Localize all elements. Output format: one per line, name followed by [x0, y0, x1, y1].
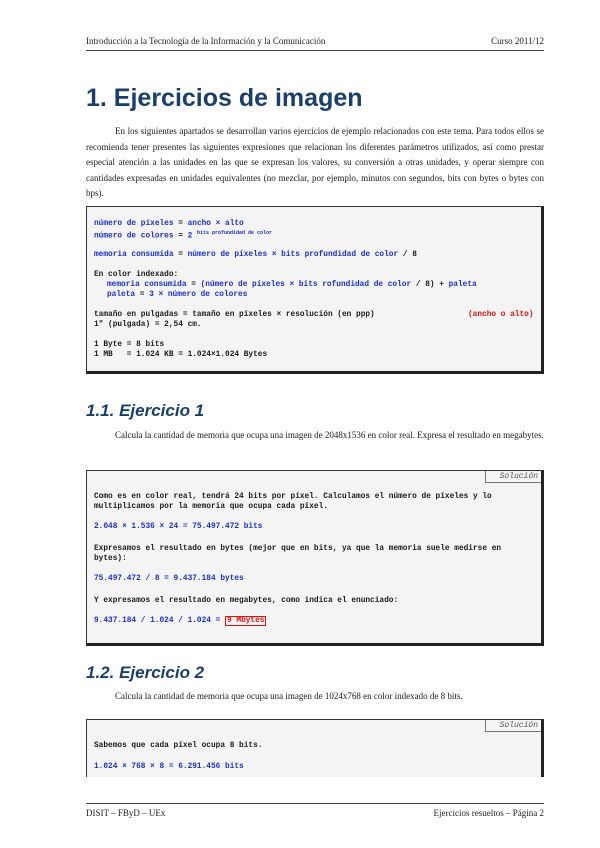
section-title: 1. Ejercicios de imagen [86, 84, 363, 112]
formula-pixels: número de píxeles = ancho × alto [94, 220, 244, 228]
ex1-step-1: Como es en color real, tendrá 24 bits por píxel. Calculamos el número de píxeles y lo [94, 493, 492, 501]
formula-palette: paleta = 3 × número de colores [107, 291, 248, 299]
formula-memory: memoria consumida = número de píxeles × bits profundidad de color / 8 [94, 251, 417, 259]
formula-box [86, 206, 544, 374]
formula-size-note: (ancho o alto) [468, 311, 534, 319]
ex2-calc-1: 1.024 × 768 × 8 = 6.291.456 bits [94, 763, 244, 771]
ex1-step-2b: bytes): [94, 555, 127, 563]
exercise-2-title: 1.2. Ejercicio 2 [86, 663, 205, 682]
ex1-result: 9 Mbytes [227, 617, 265, 625]
ex1-calc-1: 2.048 × 1.536 × 24 = 75.497.472 bits [94, 523, 263, 531]
formula-colors: número de colores = 2 $^{bits profundidad de color}$ [94, 230, 272, 241]
intro-paragraph: En los siguientes apartados se desarrollan varios ejercicios de ejemplo relacionados con este tema. Para todos ellos se recomienda tener presentes las siguientes expresiones que relacionan los diferentes parámetros utilizados, así como prestar especial atención a las unidades en las que se expresan los valores, su conversión a otras unidades, y operar siempre con cantidades expresadas en unidades equivalentes (no mezclar, por ejemplo, minutos con segundos, bits con bytes o bytes con bps). [86, 126, 544, 198]
header-divider [86, 50, 544, 51]
ex1-step-2: Expresamos el resultado en bytes (mejor que en bits, ya que la memoria suele medirse en [94, 545, 502, 553]
exercise-2-statement: Calcula la cantidad de memoria que ocupa una imagen de 1024x768 en color indexado de 8 bits. [115, 691, 463, 701]
formula-indexed-title: En color indexado: [94, 271, 179, 279]
footer-page-number: Ejercicios resueltos – Página 2 [433, 808, 544, 818]
formula-megabyte: 1 MB = 1.024 KB = 1.024×1.024 Bytes [94, 351, 268, 359]
formula-indexed-memory: memoria consumida = (número de píxeles × bits rofundidad de color / 8) + paleta [107, 281, 477, 289]
footer-divider [86, 803, 544, 804]
ex1-calc-3: 9.437.184 / 1.024 / 1.024 = 9 Mbytes [94, 617, 265, 625]
exercise-1-title: 1.1. Ejercicio 1 [86, 401, 205, 420]
exercise-1-solution-box [86, 470, 544, 646]
ex1-step-3: Y expresamos el resultado en megabytes, como indica el enunciado: [94, 597, 399, 605]
solution-label: Solución [485, 720, 541, 732]
ex1-calc-2: 75.497.472 / 8 = 9.437.184 bytes [94, 575, 244, 583]
page-footer [86, 808, 544, 822]
exercise-1-statement: Calcula la cantidad de memoria que ocupa una imagen de 2048x1536 en color real. Expresa el resultado en megabytes. [115, 430, 544, 440]
exercise-2-solution-box [86, 719, 544, 777]
formula-inch: 1" (pulgada) = 2,54 cm. [94, 321, 202, 329]
formula-size: tamaño en pulgadas = tamaño en píxeles × resolución (en ppp) [94, 311, 375, 319]
ex1-step-1b: multiplicamos por la memoria que ocupa cada píxel. [94, 503, 328, 511]
ex2-step-1: Sabemos que cada píxel ocupa 8 bits. [94, 742, 263, 750]
page-header [86, 34, 544, 48]
formula-byte: 1 Byte = 8 bits [94, 341, 165, 349]
solution-label: Solución [485, 471, 541, 483]
footer-department: DISIT – FByD – UEx [86, 808, 166, 818]
header-course-year: Curso 2011/12 [491, 36, 544, 46]
header-course-title: Introducción a la Tecnología de la Información y la Comunicación [86, 36, 326, 46]
